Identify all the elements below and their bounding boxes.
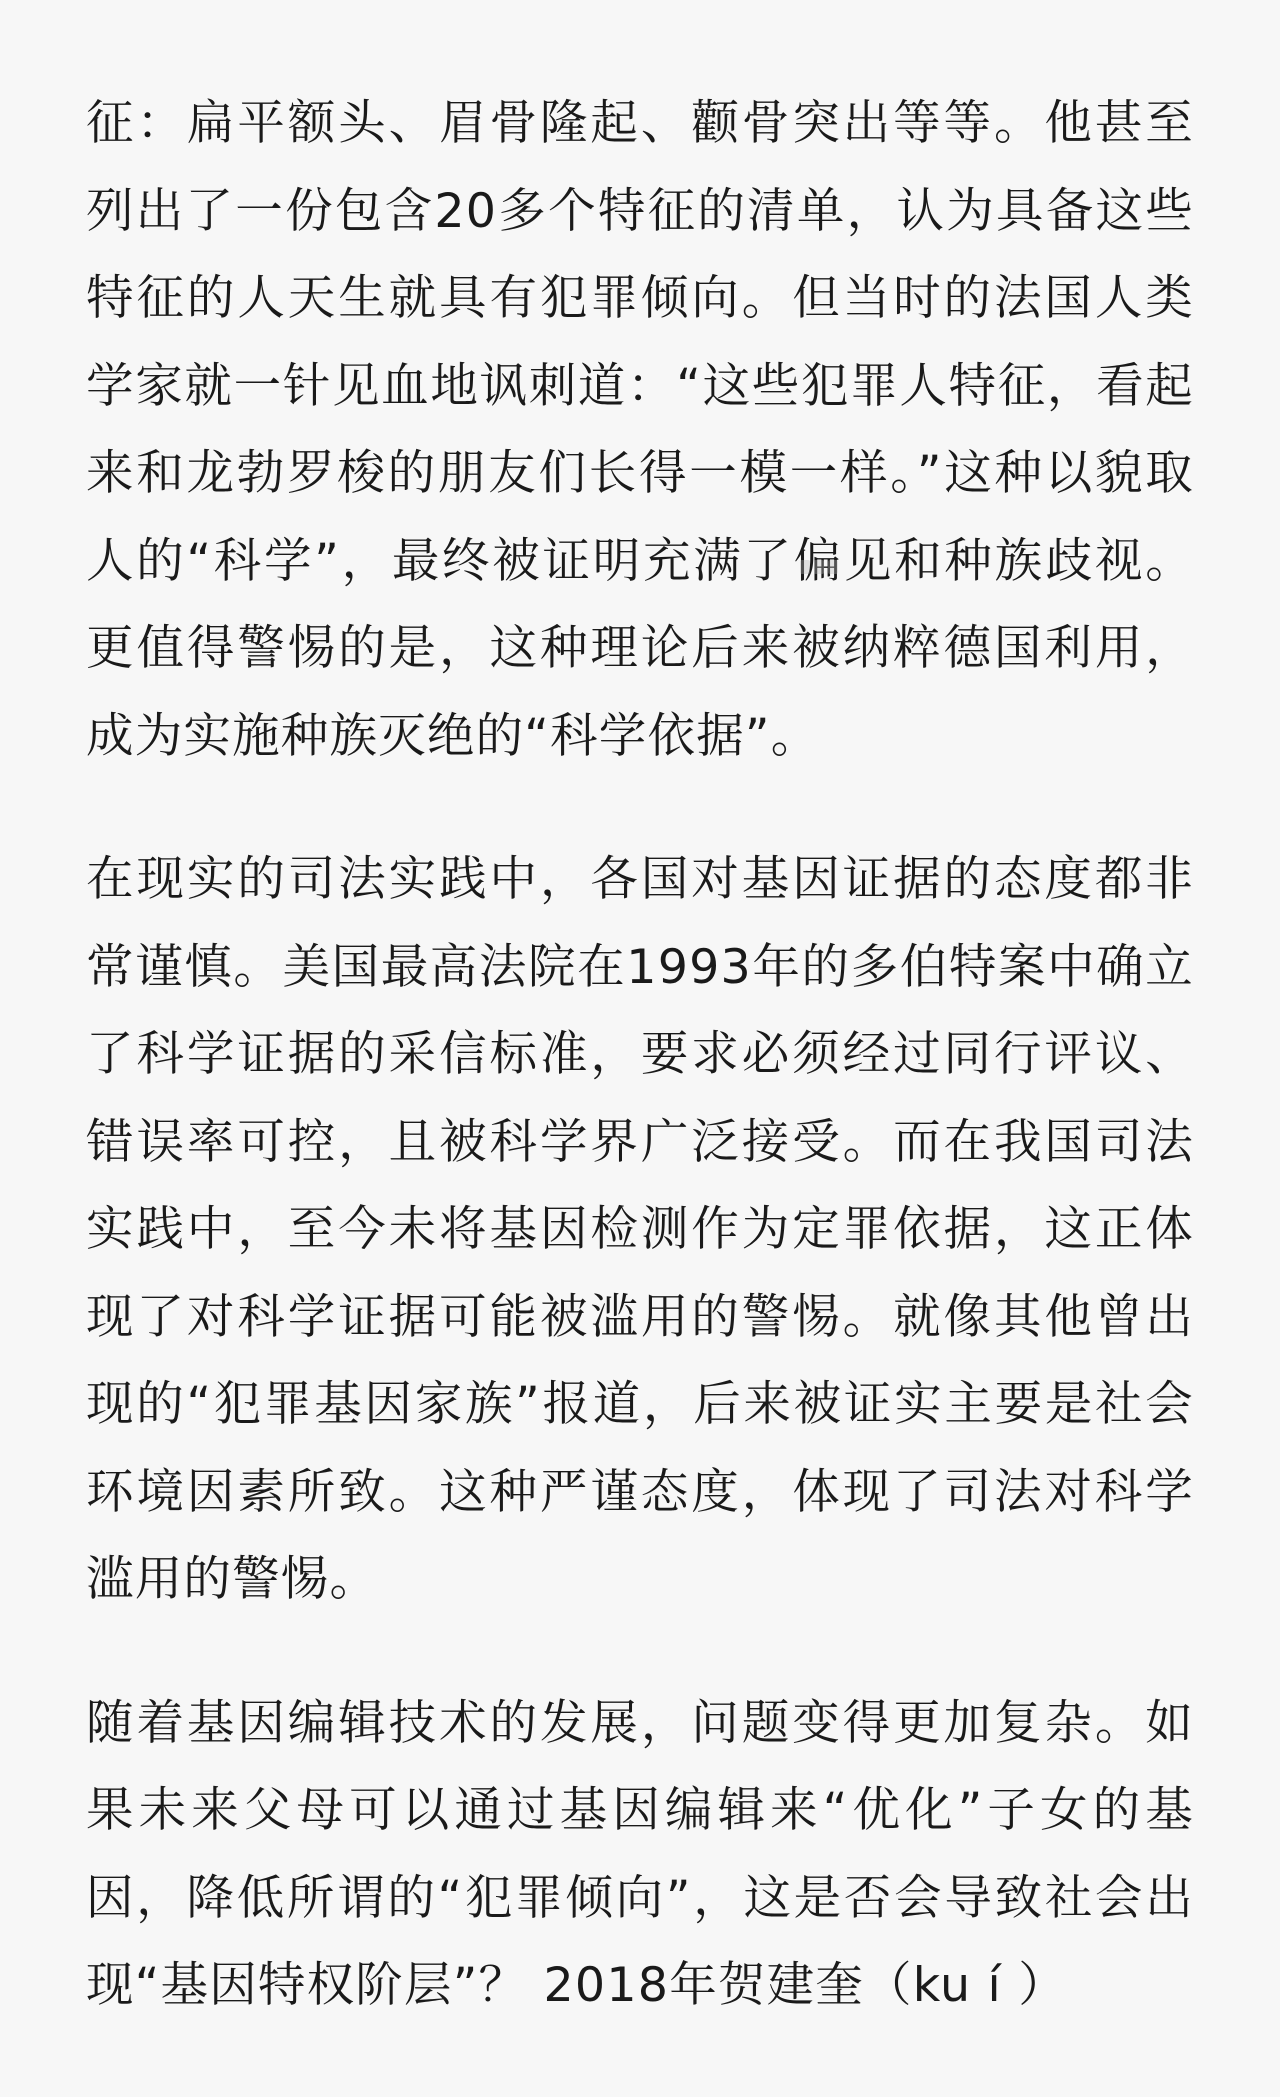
- article-paragraph: 在现实的司法实践中，各国对基因证据的态度都非常谨慎。美国最高法院在1993年的多伯特案中确立了科学证据的采信标准，要求必须经过同行评议、错误率可控，且被科学界广泛接受。而在我国司法实践中，至今未将基因检测作为定罪依据，这正体现了对科学证据可能被滥用的警惕。就像其他曾出现的“犯罪基因家族”报道，后来被证实主要是社会环境因素所致。这种严谨态度，体现了司法对科学滥用的警惕。: [86, 852, 1194, 1607]
- article-paragraph: 征：扁平额头、眉骨隆起、颧骨突出等等。他甚至列出了一份包含20多个特征的清单，认为具备这些特征的人天生就具有犯罪倾向。但当时的法国人类学家就一针见血地讽刺道：“这些犯罪人特征，看起来和龙勃罗梭的朋友们长得一模一样。”这种以貌取人的“科学”，最终被证明充满了偏见和种族歧视。更值得警惕的是，这种理论后来被纳粹德国利用，成为实施种族灭绝的“科学依据”。: [86, 96, 1194, 764]
- watermark-icon: [800, 560, 852, 578]
- article-paragraph: 随着基因编辑技术的发展，问题变得更加复杂。如果未来父母可以通过基因编辑来“优化”子女的基因，降低所谓的“犯罪倾向”，这是否会导致社会出现“基因特权阶层”？ 2018年贺建奎（ku í ）: [86, 1695, 1194, 2013]
